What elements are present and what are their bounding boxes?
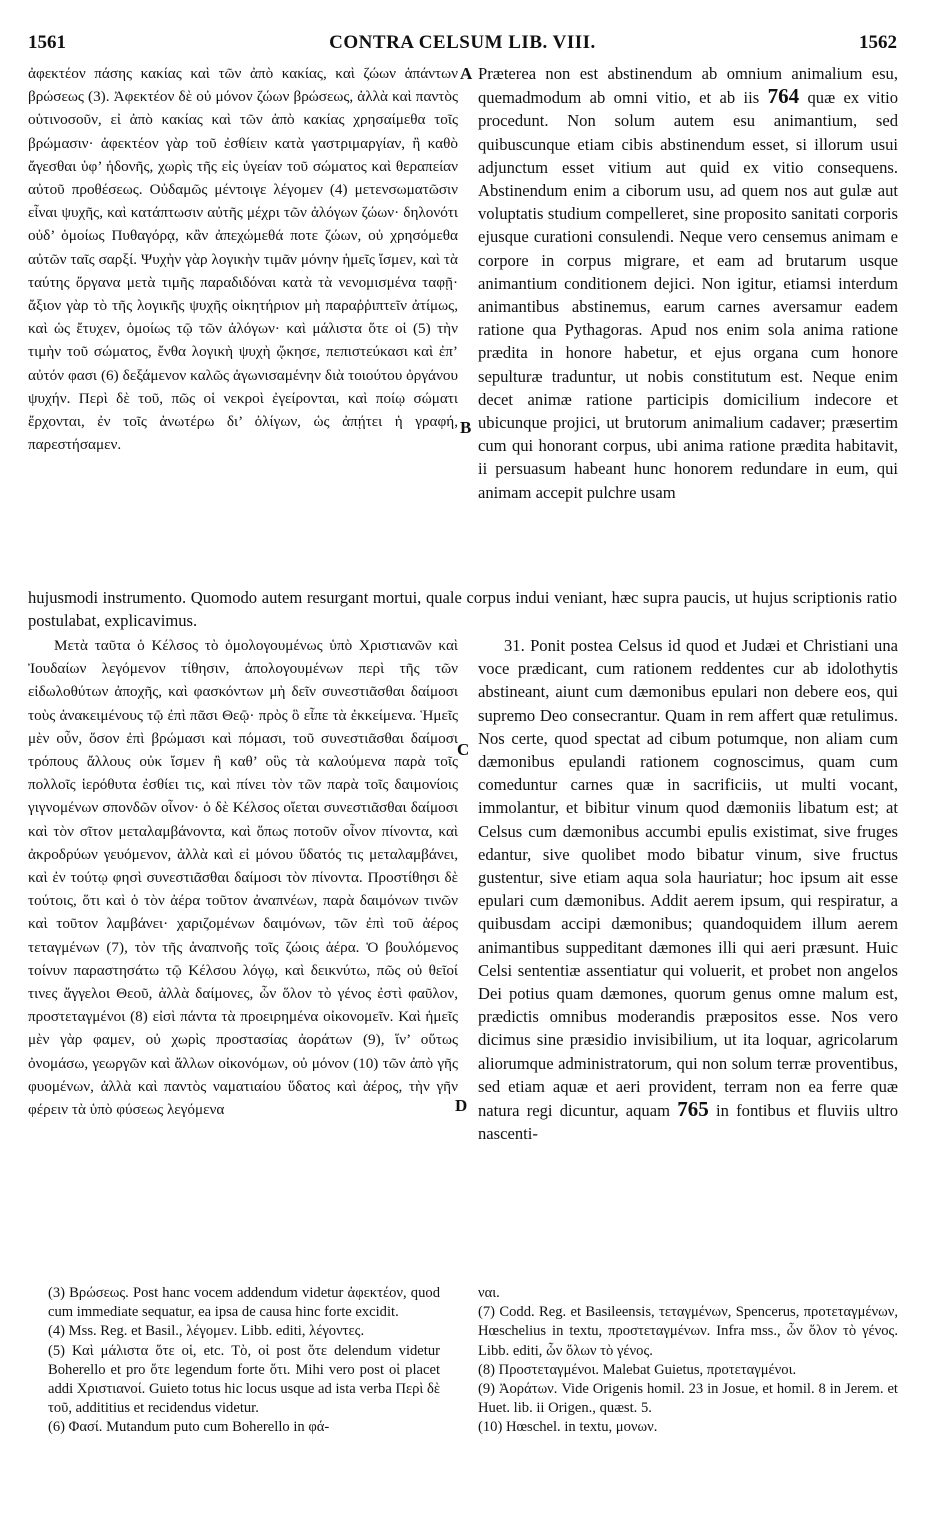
latin-paragraph-1-part-a: Præterea non est abstinendum ab omnium animalium esu, quemadmodum ab omni vitio, et ab iis <box>478 64 898 108</box>
footnote-5: (5) Καὶ μάλιστα ὅτε οἱ, etc. Τὸ, οἱ post ὅτε delendum videtur Boherello et pro ὅτε legendum forte ὅτι. Mihi vero post οἱ placet addi Χριστιανοί. Guieto totus hic locus usque ad ista verba Περὶ δὲ τοῦ, addititius et recidendus videtur. <box>48 1342 440 1417</box>
footnote-3: (3) Βρώσεως. Post hanc vocem addendum videtur ἀφεκτέον, quod cum immediate sequatur, ea ipsa de causa hinc forte excidit. <box>48 1285 440 1321</box>
page-number-right: 1562 <box>859 32 897 53</box>
footnote-8: (8) Προστεταγμένοι. Malebat Guietus, προτεταγμένοι. <box>478 1361 797 1378</box>
footnote-9: (9) Ἀοράτων. Vide Origenis homil. 23 in Josue, et homil. 8 in Jerem. et Huet. lib. ii Origen., quæst. 5. <box>478 1381 898 1417</box>
greek-paragraph-2: Μετὰ ταῦτα ὁ Κέλσος τὸ ὁμολογουμένως ὑπὸ Χριστιανῶν καὶ Ἰουδαίων λεγόμενον τίθησιν, ἀπολογουμένων περὶ τῆς τῶν εἰδωλοθύτων ἀποχῆς, καὶ φασκόντων μὴ δεῖν συνεστιᾶσθαι δαίμοσι τοὺς ἀνακειμένους τῷ ἐπὶ πᾶσι Θεῷ· πρὸς ὃ εἶπε τὰ ἐκκείμενα. Ἡμεῖς μὲν οὖν, ὅσον ἐπὶ βρώμασι καὶ πόμασι, τοῦ συνεστιᾶσθαι δαίμοσι τρόπους ἄλλους οὐκ ἴσμεν ἢ καθ’ οὓς τὰ καλούμενα παρὰ τοῖς πολλοῖς ἱερόθυτα ἐσθίει τις, καὶ πίνει τὸν τῶν παρὰ τοῖς δαιμονίοις γιγνομένων σπονδῶν οἶνον· ὁ δὲ Κέλσος οἴεται συνεστιᾶσθαι δαίμοσι καὶ τὸν σῖτον μεταλαμβάνοντα, καὶ ὅπως ποτοῦν οἶνον πίνοντα, καὶ ἀκροδρύων γευόμενον, ἀλλὰ καὶ εἰ μόνου ὕδατός τις μεταλαμβάνει, καὶ ἐν τούτῳ φησὶ συνεστιᾶσθαι δαίμοσι τὸν πίνοντα. Προστίθησι δὲ τούτοις, ὅτι καὶ ὁ τὸν ἀέρα τοῦτον ἀναπνέων, παρὰ δαιμόνων τινῶν καὶ τοῦτον λαμβάνει· χαριζομένων δαιμόνων, τῶν ἐπὶ τοῦ ἀέρος τεταγμένων (7), τὸν τῆς ἀναπνοῆς τοῖς ζώοις ἀέρα. Ὁ βουλόμενος τοίνυν παραστησάτω τῷ Κέλσου λόγῳ, καὶ δεικνύτω, πῶς οὐ θεῖοί τινες ἄγγελοι Θεοῦ, ἀλλὰ δαίμονες, ὧν ὅλον τὸ γένος ἐστὶ φαῦλον, προστεταγμένοι (8) εἰσὶ πάντα τὰ προειρημένα οἰκονομεῖν. Καὶ ἡμεῖς μὲν γὰρ φαμεν, οὐ χωρὶς προστασίας ἀοράτων (9), ἵν’ οὕτως ὀνομάσω, γεωργῶν καὶ ἄλλων οἰκονόμων, οὐ μόνον (10) τῶν ἀπὸ γῆς φυομένων, ἀλλὰ καὶ παντὸς ναματιαίου ὕδατος καὶ ἀέρος, τὴν γῆν φέρειν τὰ ὑπὸ φύσεως λεγόμενα <box>28 637 458 1119</box>
column-number-765: 765 <box>677 1097 709 1122</box>
latin-column-bottom <box>478 634 898 1145</box>
latin-continuation: hujusmodi instrumento. Quomodo autem resurgant mortui, quale corpus indui veniant, hæc supra paucis, ut hujus scriptionis ratio postulabat, explicavimus. <box>28 588 897 631</box>
margin-letter-d: D <box>455 1096 468 1115</box>
latin-column-top <box>478 62 898 504</box>
latin-paragraph-2-part-b: in fontibus et fluviis ultro nascenti- <box>478 1101 898 1144</box>
footnotes-right <box>478 1284 898 1438</box>
greek-paragraph-1: ἀφεκτέον πάσης κακίας καὶ τῶν ἀπὸ κακίας, καὶ ζώων ἁπάντων βρώσεως (3). Ἀφεκτέον δὲ οὐ μόνον ζώων βρώσεως, ἀλλὰ καὶ παντὸς οὑτινοσοῦν, εἰ ἀπὸ κακίας καὶ τῶν ἀπὸ κακίας χρησαίμεθα τοῖς βρώμασιν· ἀφεκτέον γὰρ τοῦ ἐσθίειν κατὰ γαστριμαργίαν, ἢ καθὸ ἄγεσθαι ὑφ’ ἡδονῆς, χωρὶς τῆς εἰς ὑγείαν τοῦ σώματος καὶ θεραπείαν αὐτοῦ προθέσεως. Οὐδαμῶς μέντοιγε λέγομεν (4) μετενσωματῶσιν εἶναι ψυχῆς, καὶ κατάπτωσιν αὐτῆς μέχρι τῶν ἀλόγων ζώων· δηλονότι οὐδ’ ὁμοίως Πυθαγόρᾳ, κἂν ἀπεχώμεθά ποτε ζώων, οὐ χρησόμεθα αὐτῶν ταῖς σαρξί. Ψυχὴν γὰρ λογικὴν τιμᾶν μόνην ἡμεῖς ἴσμεν, καὶ τὰ ταύτης ὄργανα μετὰ τιμῆς παραδιδόναι κατὰ τὰ νενομισμένα ταφῇ· ἄξιον γὰρ τὸ τῆς λογικῆς ψυχῆς οἰκητήριον μὴ παραῤῥιπτεῖν ἀτίμως, καὶ ὡς ἔτυχεν, ὁμοίως τῷ τῶν ἀλόγων· καὶ μάλιστα ὅτε οἱ (5) τὴν τιμὴν τοῦ σώματος, ἔνθα λογικὴ ψυχὴ ᾤκησε, πεπιστεύκασι καὶ ἐπ’ αὐτόν φασι (6) δεξάμενον καλῶς ἀγωνισαμένην διὰ τοιούτου ὀργάνου ψυχήν. Περὶ δὲ τοῦ, πῶς οἱ νεκροὶ ἐγείρονται, καὶ ποίῳ σώματι ἔρχονται, ἐν τοῖς ἀνωτέρω δι’ ὀλίγων, ὡς ἀπῄτει ἡ γραφή, παρεστήσαμεν. <box>28 65 458 454</box>
latin-paragraph-1 <box>478 62 898 504</box>
running-title: CONTRA CELSUM LIB. VIII. <box>329 32 596 53</box>
footnote-6-continued: ναι. <box>478 1285 500 1301</box>
footnote-6: (6) Φασί. Mutandum puto cum Boherello in φά- <box>48 1419 330 1436</box>
margin-letter-c: C <box>457 740 470 759</box>
page-number-left: 1561 <box>28 32 66 53</box>
footnote-4: (4) Mss. Reg. et Basil., λέγομεν. Libb. editi, λέγοντες. <box>48 1323 365 1340</box>
running-header <box>28 32 897 58</box>
margin-letter-b: B <box>460 418 472 437</box>
greek-column-bottom <box>28 634 458 1121</box>
greek-column-top <box>28 62 458 456</box>
latin-paragraph-1-part-b: quæ ex vitio procedunt. Non solum autem esu animantium, sed quibuscunque etiam cibis abstinendum esset, si illorum usui adjunctum esset vitium aut quid ex vitio consequens. Abstinendum enim a ciborum usu, ad quem nos aut gulæ aut voluptatis studium compelleret, sine proposito sanitati corporis ejusque curationi consulendi. Neque vero censemus animam e corpore in corpus migrare, et eam ad brutarum usque animantium conditionem dejici. Non igitur, etiamsi interdum animantibus abstinemus, earum carnes aversamur eadem ratione qua Pythagoras. Apud nos enim sola anima ratione prædita in honore habetur, et ejus organa cum honore sepulturæ traduntur, ut nobis constitutum est. Neque enim decet animæ ratione participis domicilium indecore et ubicunque projici, ut brutorum animalium cadaver; præsertim cum qui honorant corpus, ubi anima ratione prædita habitavit, ii persuasum habeant hunc honorem redundare in eum, qui animam accepit pulchre usam <box>478 88 898 502</box>
footnote-10: (10) Hœschel. in textu, μονων. <box>478 1419 658 1436</box>
footnote-7: (7) Codd. Reg. et Basileensis, τεταγμένων, Spencerus, προτεταγμένων, Hœschelius in textu, προστεταγμένων. Infra mss., ὧν ὅλον τὸ γένος. Libb. editi, ὧν ὅλων τὸ γένος. <box>478 1304 898 1359</box>
latin-paragraph-2-part-a: 31. Ponit postea Celsus id quod et Judæi et Christiani una voce prædicant, cum rationem reddentes cur ab idolothytis abstineant, aiunt cum dæmonibus epulari non debere eos, qui supremo Deo consecrantur. Quam in rem affert quæ retulimus. Nos certe, quod spectat ad cibum potumque, non aliam cum dæmonibus epulandi rationem cognoscimus, quam cum comeduntur carnes quæ in sacrificiis, ut multi vocant, immolantur, et bibitur vinum quod dæmoniis libatum est; at Celsus cum dæmonibus accumbi epulis existimat, sive fruges edantur, sive quolibet modo bibatur vinum, sive fructus gustentur, sive etiam aqua sola hauriatur; hoc ipsum ait esse epulari cum dæmonibus. Addit aerem ipsum, qui respiratur, a quibusdam accipi dæmonibus; quandoquidem illum aerem animantibus suppeditant dæmones illi qui aeri præsunt. Huic Celsi sententiæ assentiatur qui voluerit, et probet non angelos Dei potius quam dæmones, quorum genus omne malum est, prædictis omnibus moderandis præpositos esse. Nos vero dicimus sine præsidio invisibilium, ut ita loquar, agricolarum aliorumque administratorum, qui non solum terræ proventibus, sed etiam aquæ et aeri provident, terram non ea ferre quæ natura regi dicuntur, aquam <box>478 636 898 1121</box>
latin-paragraph-2 <box>478 634 898 1145</box>
margin-letter-a: A <box>460 64 473 83</box>
footnotes-left <box>48 1284 440 1438</box>
column-number-764: 764 <box>767 84 800 109</box>
